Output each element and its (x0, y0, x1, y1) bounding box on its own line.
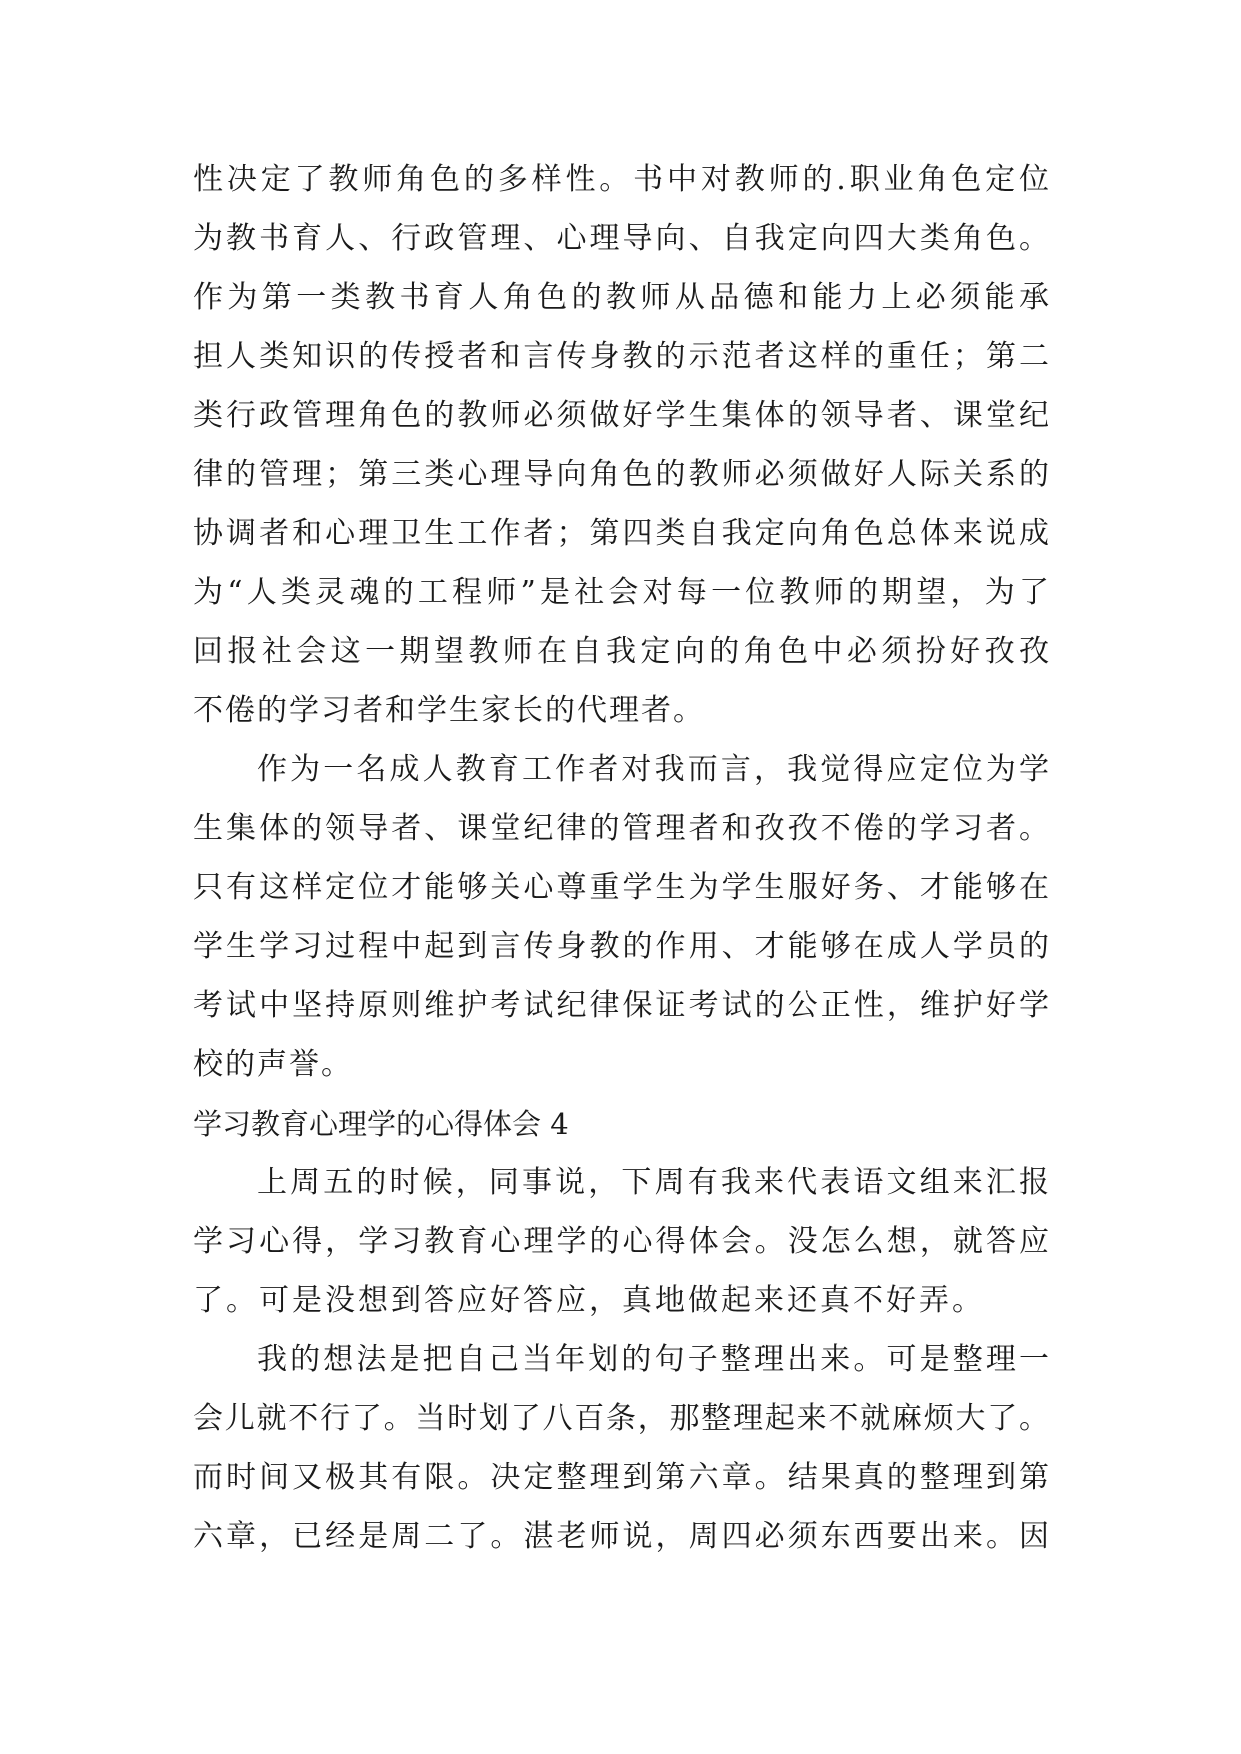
text-line: 校的声誉。 (193, 1047, 353, 1082)
paragraph-first-line: 作为一名成人教育工作者对我而言，我觉得应定位为学 (257, 752, 1049, 787)
section-heading: 学习教育心理学的心得体会 4 (193, 1107, 569, 1141)
text-line: 只有这样定位才能够关心尊重学生为学生服好务、才能够在 (193, 870, 1049, 905)
text-line: 律的管理；第三类心理导向角色的教师必须做好人际关系的 (193, 457, 1049, 492)
text-line: 学生学习过程中起到言传身教的作用、才能够在成人学员的 (193, 929, 1049, 964)
text-line: 为教书育人、行政管理、心理导向、自我定向四大类角色。 (193, 221, 1049, 256)
text-line: 为“人类灵魂的工程师”是社会对每一位教师的期望，为了 (193, 575, 1049, 610)
text-line: 了。可是没想到答应好答应，真地做起来还真不好弄。 (193, 1283, 985, 1318)
text-line: 回报社会这一期望教师在自我定向的角色中必须扮好孜孜 (193, 634, 1049, 669)
text-line: 作为第一类教书育人角色的教师从品德和能力上必须能承 (193, 280, 1049, 315)
text-line: 担人类知识的传授者和言传身教的示范者这样的重任；第二 (193, 339, 1049, 374)
text-line: 六章，已经是周二了。湛老师说，周四必须东西要出来。因 (193, 1519, 1049, 1554)
paragraph-first-line: 上周五的时候，同事说，下周有我来代表语文组来汇报 (257, 1165, 1049, 1200)
text-line: 不倦的学习者和学生家长的代理者。 (193, 693, 705, 728)
text-line: 而时间又极其有限。决定整理到第六章。结果真的整理到第 (193, 1460, 1049, 1495)
text-line: 生集体的领导者、课堂纪律的管理者和孜孜不倦的学习者。 (193, 811, 1049, 846)
text-line: 类行政管理角色的教师必须做好学生集体的领导者、课堂纪 (193, 398, 1049, 433)
text-line: 性决定了教师角色的多样性。书中对教师的.职业角色定位 (193, 162, 1049, 197)
text-line: 协调者和心理卫生工作者；第四类自我定向角色总体来说成 (193, 516, 1049, 551)
text-line: 考试中坚持原则维护考试纪律保证考试的公正性，维护好学 (193, 988, 1049, 1023)
paragraph-first-line: 我的想法是把自己当年划的句子整理出来。可是整理一 (257, 1342, 1049, 1377)
text-line: 会儿就不行了。当时划了八百条，那整理起来不就麻烦大了。 (193, 1401, 1049, 1436)
text-line: 学习心得，学习教育心理学的心得体会。没怎么想，就答应 (193, 1224, 1049, 1259)
